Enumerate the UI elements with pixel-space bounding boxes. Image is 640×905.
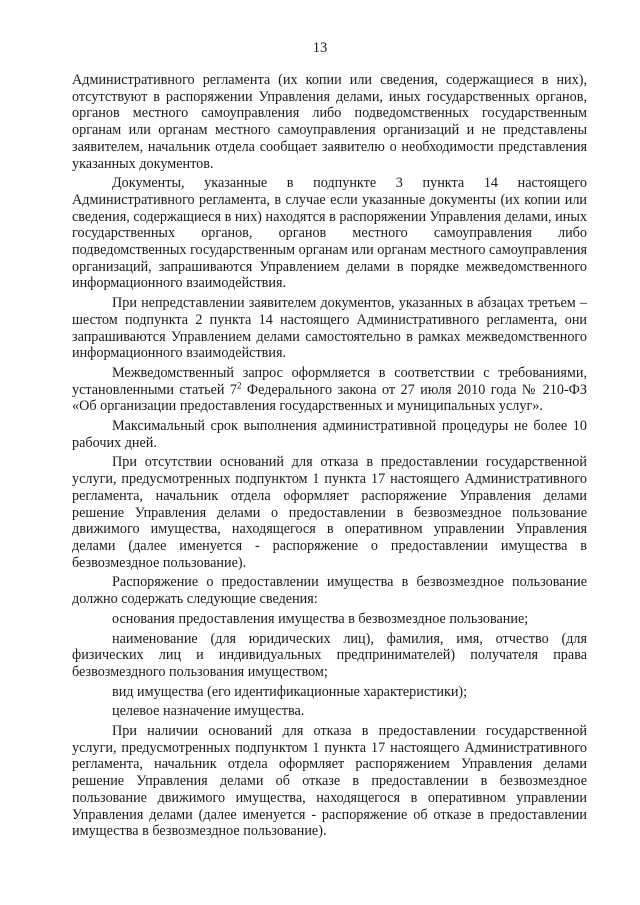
document-body xyxy=(72,72,587,840)
paragraph-8: При наличии оснований для отказа в предоставлении государственной услуги, предусмотренных подпунктом 1 пункта 17 настоящего Административного регламента, начальник отдела оформляет распоряжением Управления делами решение Управления делами об отказе в предоставлении в безвозмездное пользование движимого имущества, находящегося в оперативном управлении Управления делами (далее именуется - распоряжение об отказе в предоставлении имущества в безвозмездное пользование). xyxy=(72,723,587,840)
paragraph-4 xyxy=(72,365,587,415)
list-item-1: основания предоставления имущества в безвозмездное пользование; xyxy=(112,610,529,627)
paragraph-6: При отсутствии оснований для отказа в предоставлении государственной услуги, предусмотренных подпунктом 1 пункта 17 настоящего Административного регламента, начальник отдела оформляет распоряжение Управления делами решение Управления делами о предоставлении в безвозмездное пользование движимого имущества, находящегося в оперативном управлении Управления делами (далее именуется - распоряжение о предоставлении имущества в безвозмездное пользование). xyxy=(72,454,587,571)
list-item-2: наименование (для юридических лиц), фамилия, имя, отчество (для физических лиц и индивидуальных предпринимателей) получателя права безвозмездного пользования имуществом; xyxy=(72,630,587,680)
interagency-text-before: Межведомственный запрос оформляется в соответствии с требованиями, установленными статьей 7 xyxy=(72,364,587,398)
page-number: 13 xyxy=(312,40,328,56)
paragraph-5: Максимальный срок выполнения административной процедуры не более 10 рабочих дней. xyxy=(72,418,587,451)
paragraph-3: При непредставлении заявителем документов, указанных в абзацах третьем – шестом подпункта 2 пункта 14 настоящего Административного регламента, они запрашиваются Управлением делами самостоятельно в рамках межведомственного информационного взаимодействия. xyxy=(72,295,587,362)
paragraph-2: Документы, указанные в подпункте 3 пункта 14 настоящего Административного регламента, в случае если указанные документы (их копии или сведения, содержащиеся в них) находятся в распоряжении Управления делами, иных государственных органов, органов местного самоуправления либо подведомственных государственным органам или органам местного самоуправления организаций, запрашиваются Управлением делами в порядке межведомственного информационного взаимодействия. xyxy=(72,175,587,292)
list-item-3: вид имущества (его идентификационные характеристики); xyxy=(112,683,468,700)
paragraph-7: Распоряжение о предоставлении имущества в безвозмездное пользование должно содержать следующие сведения: xyxy=(72,574,587,608)
interagency-text-after: Федерального закона от 27 июля 2010 года № 210-ФЗ «Об организации предоставления государственных и муниципальных услуг». xyxy=(72,381,587,415)
paragraph-1: Административного регламента (их копии или сведения, содержащиеся в них), отсутствуют в распоряжении Управления делами, иных государственных органов, органов местного самоуправления либо подведомственных государственным органам или органам местного самоуправления организаций и не представлены заявителем, начальник отдела сообщает заявителю о необходимости представления указанных документов. xyxy=(72,72,587,172)
article-superscript: 2 xyxy=(237,379,242,390)
list-item-4: целевое назначение имущества. xyxy=(112,703,305,720)
